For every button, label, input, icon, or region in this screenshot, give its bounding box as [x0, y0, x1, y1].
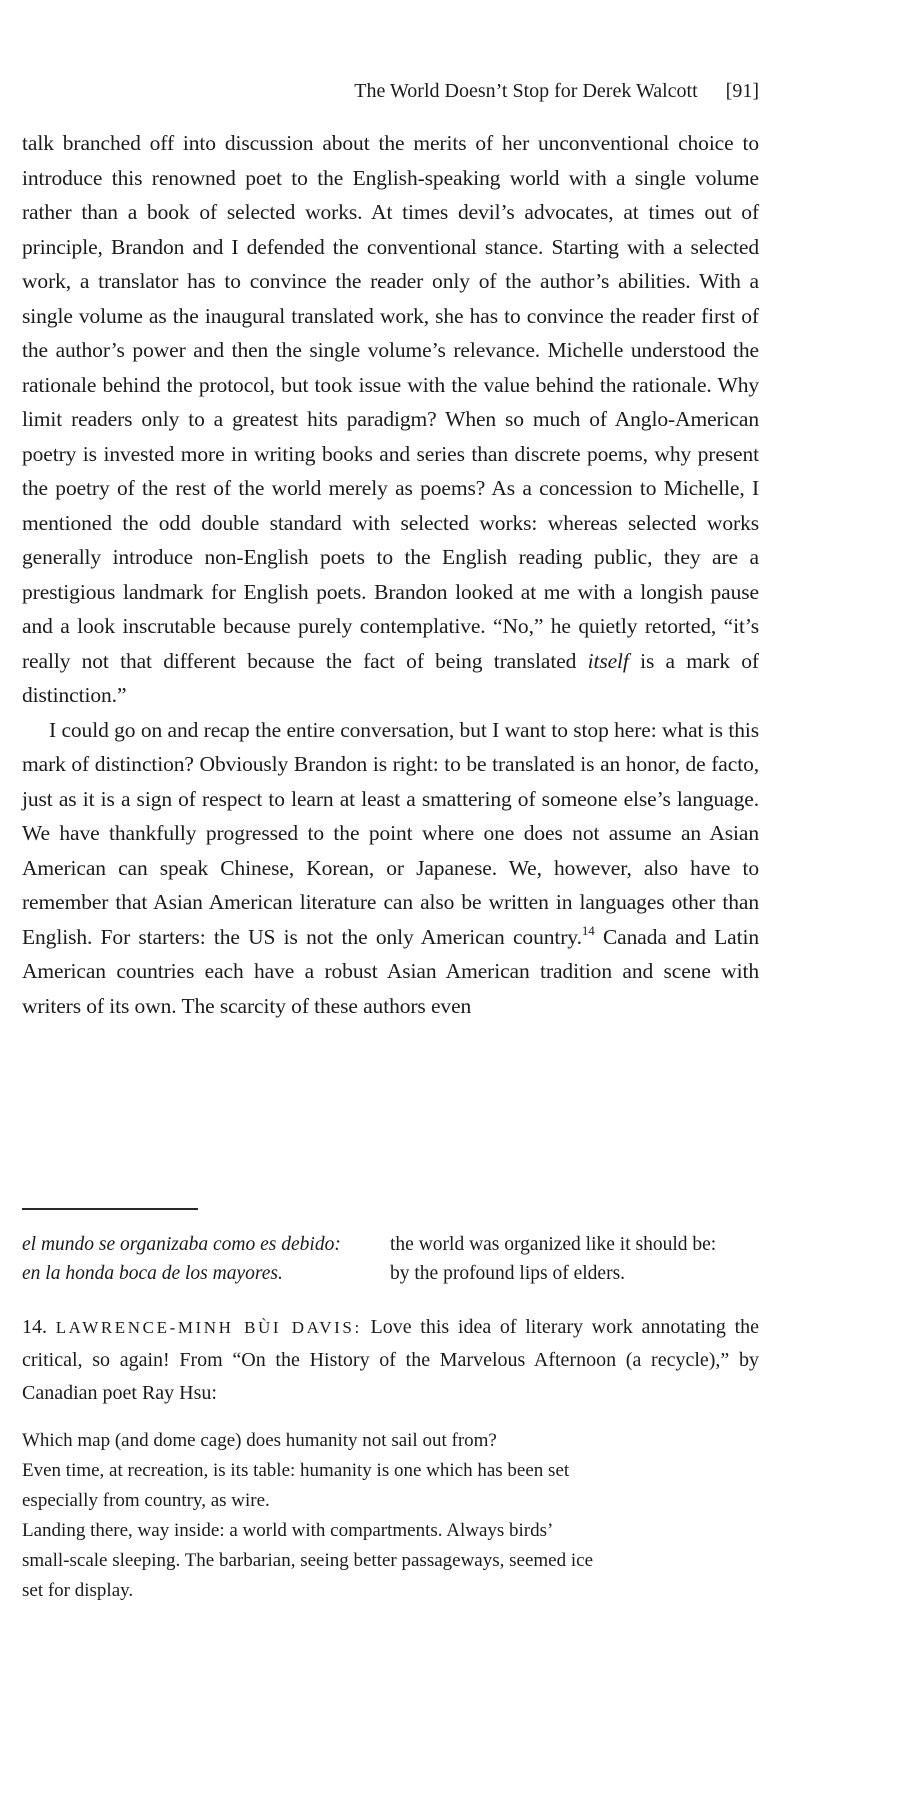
poem-line: especially from country, as wire. — [22, 1490, 270, 1511]
footnote-area — [22, 1208, 759, 1606]
quote-spanish-line: en la honda boca de los mayores. — [22, 1263, 283, 1284]
poem-line: small-scale sleeping. The barbarian, seeing better passageways, seemed ice — [22, 1550, 594, 1571]
paragraph-1 — [22, 126, 759, 713]
poem-excerpt — [22, 1426, 759, 1606]
footnote-14 — [22, 1311, 759, 1410]
running-head — [22, 79, 759, 103]
quote-spanish-line: el mundo se organizaba como es debido: — [22, 1234, 341, 1255]
footnote-14-text: Love this idea of literary work annotating the critical, so again! From “On the History of the Marvelous Afternoon (a recycle),” by Canadian poet Ray Hsu: — [22, 1316, 760, 1404]
footnote-14-number: 14. — [22, 1316, 47, 1338]
paragraph-2-text: I could go on and recap the entire conversation, but I want to stop here: what is this mark of distinction? Obviously Brandon is right: to be translated is an honor, de facto, just as it is a sign of respect to learn at least a smattering of someone else’s language. We have thankfully progressed to the point where one does not assume an Asian American can speak Chinese, Korean, or Japanese. We, however, also have to remember that Asian American literature can also be written in languages other than English. For starters: the US is not the only American country. — [22, 717, 759, 949]
poem-line: Landing there, way inside: a world with compartments. Always birds’ — [22, 1520, 554, 1541]
running-title: The World Doesn’t Stop for Derek Walcott — [354, 80, 698, 102]
page-number: [91] — [725, 80, 759, 102]
main-text — [22, 126, 759, 1023]
italic-word-itself: itself — [587, 648, 629, 673]
paragraph-1-end: is a mark of distinction.” — [22, 648, 759, 707]
quote-english-column — [390, 1230, 716, 1288]
quote-spanish-column — [22, 1230, 390, 1288]
footnote-ref-14: 14 — [581, 922, 595, 938]
poem-line: set for display. — [22, 1580, 134, 1601]
paragraph-2 — [22, 713, 759, 1024]
footnote-14-author-name: LAWRENCE-MINH BÙI DAVIS: — [55, 1318, 362, 1337]
paragraph-1-text: talk branched off into discussion about the merits of her unconventional choice to introduce this renowned poet to the English-speaking world with a single volume rather than a book of selected works. At times devil’s advocates, at times out of principle, Brandon and I defended the conventional stance. Starting with a selected work, a translator has to convince the reader only of the author’s abilities. With a single volume as the inaugural translated work, she has to convince the reader first of the author’s power and then the single volume’s relevance. Michelle understood the rationale behind the protocol, but took issue with the value behind the rationale. Why limit readers only to a greatest hits paradigm? When so much of Anglo-American poetry is invested more in writing books and series than discrete poems, why present the poetry of the rest of the world merely as poems? As a concession to Michelle, I mentioned the odd double standard with selected works: whereas selected works generally introduce non-English poets to the English reading public, they are a prestigious landmark for English poets. Brandon looked at me with a longish pause and a look inscrutable because purely contemplative. “No,” he quietly retorted, “it’s really not that different because the fact of being translated — [22, 131, 759, 673]
paragraph-2-end: Canada and Latin American countries each have a robust Asian American tradition and scene with writers of its own. The scarcity of these authors even — [22, 924, 759, 1018]
poem-line: Even time, at recreation, is its table: humanity is one which has been set — [22, 1460, 570, 1481]
quote-english-line: by the profound lips of elders. — [390, 1263, 626, 1284]
poem-line: Which map (and dome cage) does humanity not sail out from? — [22, 1430, 497, 1451]
quote-english-line: the world was organized like it should be: — [390, 1234, 717, 1255]
bilingual-quote — [22, 1230, 759, 1288]
footnote-divider-rule — [22, 1208, 198, 1210]
